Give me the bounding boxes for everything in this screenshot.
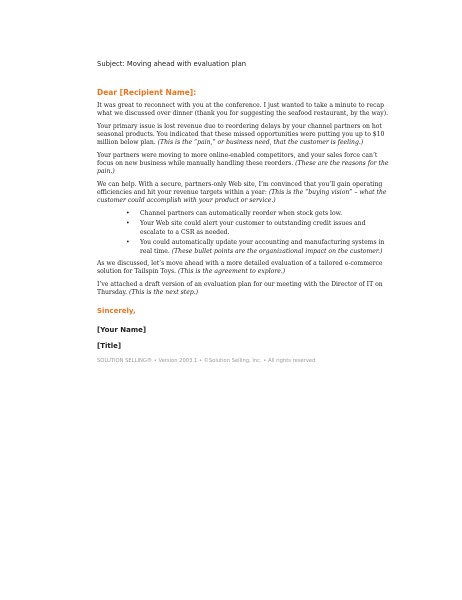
bullet-text: Channel partners can automatically reorder when stock gets low.	[140, 209, 343, 217]
paragraph-vision	[97, 181, 389, 205]
paragraph-recap	[97, 102, 389, 118]
list-item	[126, 239, 389, 255]
list-item	[126, 220, 389, 236]
bullet-icon: •	[126, 239, 130, 247]
paragraph-reasons	[97, 152, 389, 176]
paragraph-pain-text: Your primary issue is lost revenue due to reordering delays by your channel partners on hot seasonal products. You indicated that these missed opportunities were putting you up to $10 million below plan.	[97, 122, 385, 147]
bullet-text: You could automatically update your accounting and manufacturing systems in real time.	[140, 239, 385, 255]
paragraph-reasons-note: (These are the reasons for the pain.)	[97, 159, 389, 176]
bullet-icon: •	[126, 209, 130, 217]
paragraph-next-step-text: I’ve attached a draft version of an evaluation plan for our meeting with the Director of IT on Thursday.	[97, 281, 383, 297]
paragraph-reasons-text: Your partners were moving to more online-enabled competitors, and your sales force can’t focus on new business while manually handling these reorders.	[97, 151, 378, 167]
closing: Sincerely,	[97, 307, 136, 316]
bullet-icon: •	[126, 220, 130, 228]
paragraph-agreement-text: As we discussed, let’s move ahead with a more detailed evaluation of a tailored e-commerce solution for Tailspin Toys.	[97, 260, 383, 276]
list-item	[126, 209, 389, 218]
signature-name: [Your Name]	[97, 326, 147, 335]
paragraph-pain	[97, 123, 389, 147]
copyright-footer: SOLUTION SELLING® • Version 2003.1 • ©Solution Selling, Inc. • All rights reserved	[97, 358, 316, 365]
paragraph-vision-note: (This is the “buying vision” – what the customer could accomplish with your product or service.)	[97, 188, 387, 205]
paragraph-vision-text: We can help. With a secure, partners-only Web site, I’m convinced that you’ll gain operating efficiencies and hit your revenue targets within a year:	[97, 180, 383, 196]
paragraph-agreement-note: (This is the agreement to explore.)	[178, 268, 286, 276]
bullet-text: Your Web site could alert your customer to outstanding credit issues and escalate to a CSR as needed.	[140, 220, 366, 236]
impact-bullet-list	[97, 210, 389, 256]
paragraph-agreement	[97, 260, 389, 276]
letter-page	[97, 60, 389, 365]
paragraph-recap-text: It was great to reconnect with you at the conference. I just wanted to take a minute to recap what we discussed over dinner (thank you for suggesting the seafood restaurant, by the way).	[97, 102, 389, 118]
paragraph-pain-note: (This is the “pain,” or business need, that the customer is feeling.)	[157, 139, 364, 147]
paragraph-next-step	[97, 281, 389, 297]
salutation: Dear [Recipient Name]:	[97, 88, 197, 97]
paragraph-next-step-note: (This is the next step.)	[129, 289, 199, 297]
signature-title: [Title]	[97, 342, 122, 351]
subject-line: Subject: Moving ahead with evaluation plan	[97, 60, 247, 68]
bullet-note: (These bullet points are the organizational impact on the customer.)	[171, 247, 383, 255]
